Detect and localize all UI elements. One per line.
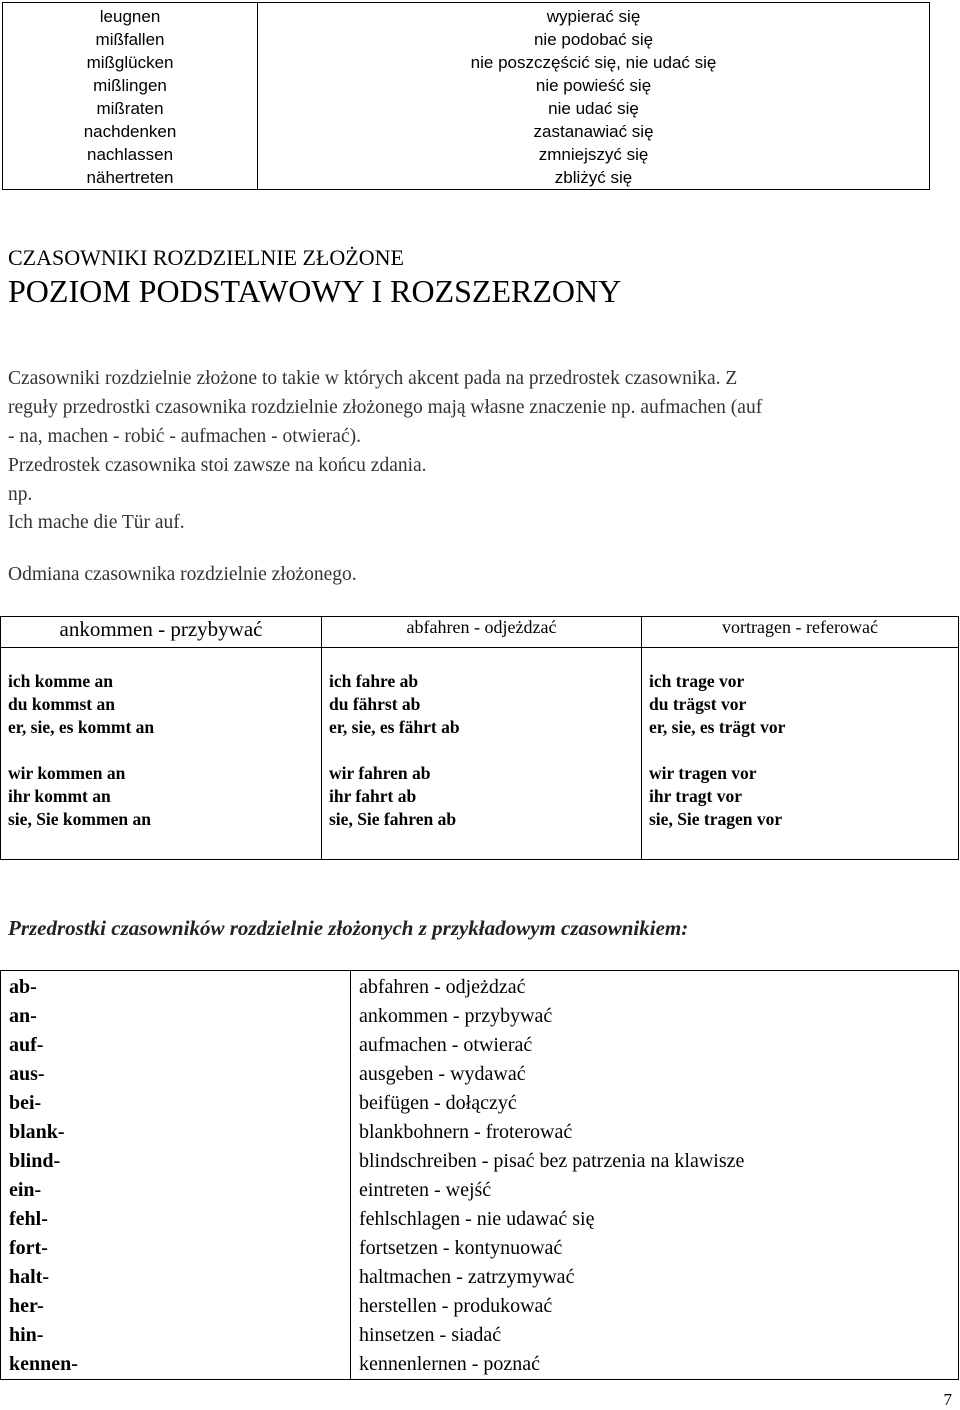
verb-form: ich komme an (8, 671, 113, 691)
prefix: auf- (9, 1034, 44, 1056)
prefix: her- (9, 1295, 44, 1317)
conjugation-cell (1, 648, 322, 860)
example-verb: ankommen - przybywać (359, 1005, 553, 1027)
polish-translation: zastanawiać się (533, 122, 654, 141)
german-word: nachdenken (83, 122, 177, 141)
intro-text-line: np. (8, 484, 33, 505)
verb-form: ihr kommt an (8, 786, 111, 806)
example-verb: fortsetzen - kontynuować (359, 1237, 563, 1259)
verb-form: du fährst ab (329, 694, 421, 714)
table-header-row (1, 617, 959, 648)
polish-translation: zbliżyć się (554, 168, 633, 187)
table-row (3, 3, 930, 190)
verb-form: sie, Sie tragen vor (649, 809, 783, 829)
verb-form: sie, Sie kommen an (8, 809, 151, 829)
verb-form: ich trage vor (649, 671, 745, 691)
prefix: ab- (9, 976, 37, 998)
page-number: 7 (943, 1390, 952, 1409)
intro-text-line: - na, machen - robić - aufmachen - otwierać). (8, 426, 361, 447)
example-verb: haltmachen - zatrzymywać (359, 1266, 575, 1288)
intro-text-line: Przedrostek czasownika stoi zawsze na końcu zdania. (8, 455, 427, 476)
intro-text-line: reguły przedrostki czasownika rozdzielnie złożonego mają własne znaczenie np. aufmachen (auf (8, 397, 763, 418)
conjugation-cell (322, 648, 642, 860)
prefix: hin- (9, 1324, 44, 1346)
example-verb: eintreten - wejść (359, 1179, 492, 1201)
verb-form: er, sie, es fährt ab (329, 717, 460, 737)
example-verb: ausgeben - wydawać (359, 1063, 526, 1085)
verb-form: wir tragen vor (649, 763, 757, 783)
polish-translation: nie powieść się (535, 76, 652, 95)
german-word: mißlingen (93, 76, 167, 95)
example-verb: kennenlernen - poznać (359, 1353, 541, 1375)
german-word: nachlassen (87, 145, 174, 164)
polish-translation: wypierać się (546, 7, 641, 26)
verb-form: ich fahre ab (329, 671, 419, 691)
example-verb: aufmachen - otwierać (359, 1034, 533, 1056)
polish-translation: nie udać się (548, 99, 639, 118)
polish-translation: zmniejszyć się (538, 145, 649, 164)
section-heading: CZASOWNIKI ROZDZIELNIE ZŁOŻONE (8, 245, 404, 270)
prefix: blank- (9, 1121, 65, 1143)
verb-form: ihr tragt vor (649, 786, 742, 806)
prefix-column (1, 971, 351, 1380)
prefix: kennen- (9, 1353, 78, 1375)
example-verb: beifügen - dołączyć (359, 1092, 517, 1114)
prefix: halt- (9, 1266, 49, 1288)
german-word: nähertreten (86, 168, 174, 187)
prefix: fehl- (9, 1208, 48, 1230)
verb-form: du trägst vor (649, 694, 747, 714)
example-verb: blankbohnern - froterować (359, 1121, 573, 1143)
german-word: mißfallen (95, 30, 165, 49)
prefix-heading: Przedrostki czasowników rozdzielnie złożonych z przykładowym czasownikiem: (8, 916, 689, 940)
polish-translation: nie podobać się (533, 30, 654, 49)
german-word: mißglücken (86, 53, 174, 72)
intro-text-line: Czasowniki rozdzielnie złożone to takie w których akcent pada na przedrostek czasownika. Z (8, 368, 738, 389)
example-sentence: Ich mache die Tür auf. (8, 512, 185, 533)
table-row (1, 971, 959, 1380)
verb-form: sie, Sie fahren ab (329, 809, 457, 829)
prefix: fort- (9, 1237, 48, 1259)
prefix: ein- (9, 1179, 42, 1201)
section-subheading: POZIOM PODSTAWOWY I ROZSZERZONY (8, 273, 622, 309)
verb-form: du kommst an (8, 694, 115, 714)
conjugation-table (0, 616, 959, 860)
verb-form: ihr fahrt ab (329, 786, 417, 806)
verb-form: wir fahren ab (329, 763, 431, 783)
conjugation-cell (642, 648, 959, 860)
prefix-table (0, 970, 959, 1380)
example-verb: herstellen - produkować (359, 1295, 553, 1317)
example-verb: abfahren - odjeżdzać (359, 976, 526, 998)
example-verb: blindschreiben - pisać bez patrzenia na klawisze (359, 1150, 745, 1172)
prefix: aus- (9, 1063, 45, 1085)
german-word: mißraten (96, 99, 164, 118)
example-verb: hinsetzen - siadać (359, 1324, 502, 1346)
table-row (1, 648, 959, 860)
column-header: ankommen - przybywać (1, 617, 322, 648)
german-word: leugnen (99, 7, 161, 26)
verb-form: wir kommen an (8, 763, 126, 783)
prefix: an- (9, 1005, 37, 1027)
prefix: blind- (9, 1150, 61, 1172)
example-column (351, 971, 959, 1380)
prefix: bei- (9, 1092, 42, 1114)
column-header: vortragen - referować (642, 617, 959, 648)
polish-column (258, 3, 930, 190)
verb-form: er, sie, es trägt vor (649, 717, 786, 737)
conjugation-intro: Odmiana czasownika rozdzielnie złożonego. (8, 564, 357, 585)
polish-translation: nie poszczęścić się, nie udać się (470, 53, 717, 72)
german-column (3, 3, 258, 190)
verb-form: er, sie, es kommt an (8, 717, 155, 737)
column-header: abfahren - odjeżdzać (322, 617, 642, 648)
example-verb: fehlschlagen - nie udawać się (359, 1208, 595, 1230)
vocabulary-table (2, 2, 930, 190)
